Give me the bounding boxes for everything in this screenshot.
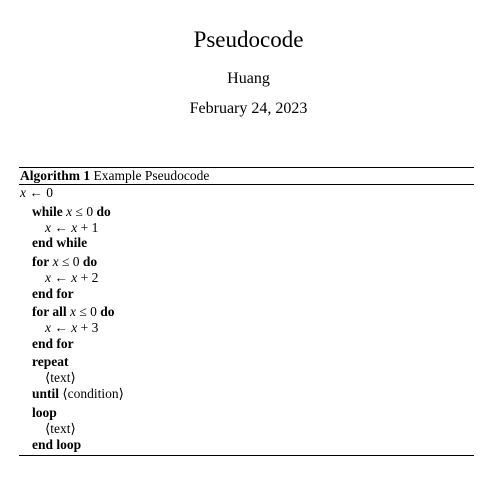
math-operator: + [80, 320, 89, 335]
keyword: repeat [32, 354, 69, 369]
keyword: loop [32, 405, 57, 420]
algorithm-line [32, 235, 87, 251]
algorithm-caption-rule [19, 184, 474, 185]
algorithm-line [20, 185, 53, 201]
algorithm-caption [20, 168, 209, 184]
algorithm-line [32, 286, 74, 302]
placeholder-text: ⟨condition⟩ [62, 386, 124, 401]
math-number: 2 [91, 270, 99, 285]
algorithm-line [32, 304, 115, 320]
keyword: for all [32, 304, 67, 319]
algorithm-caption-label: Algorithm 1 [20, 168, 91, 183]
math-variable: x [71, 320, 78, 335]
algorithm-line [45, 370, 76, 386]
keyword: end for [32, 286, 74, 301]
math-operator: + [80, 270, 89, 285]
math-variable: x [71, 220, 78, 235]
algorithm-bottom-rule [19, 455, 474, 456]
algorithm-line [45, 320, 98, 336]
algorithm-caption-text: Example Pseudocode [93, 168, 210, 183]
math-variable: x [70, 304, 76, 319]
algorithm-line [32, 254, 97, 270]
document-title: Pseudocode [193, 27, 304, 52]
math-number: 0 [46, 185, 53, 200]
math-operator: ← [29, 185, 43, 200]
algorithm-line [32, 437, 81, 453]
keyword: do [96, 204, 111, 219]
algorithm-line [32, 336, 74, 352]
math-variable: x [66, 204, 73, 219]
math-variable: x [45, 270, 51, 285]
keyword: do [100, 304, 115, 319]
math-operator: ≤ [75, 204, 83, 219]
math-number: 1 [91, 220, 99, 235]
keyword: end while [32, 235, 88, 250]
keyword: while [32, 204, 63, 219]
algorithm-line [32, 354, 69, 370]
math-variable: x [45, 320, 51, 335]
document-author: Huang [227, 70, 270, 87]
algorithm-line [45, 421, 76, 437]
math-operator: + [80, 220, 89, 235]
math-variable: x [71, 270, 78, 285]
placeholder-text: ⟨text⟩ [45, 370, 76, 385]
math-operator: ← [54, 270, 68, 285]
keyword: end loop [32, 437, 82, 452]
placeholder-text: ⟨text⟩ [45, 421, 76, 436]
algorithm-line [45, 270, 98, 286]
math-number: 0 [72, 254, 80, 269]
algorithm-line [32, 386, 124, 402]
math-variable: x [20, 185, 26, 200]
math-operator: ← [54, 220, 68, 235]
document-date: February 24, 2023 [189, 100, 308, 117]
math-operator: ≤ [62, 254, 70, 269]
algorithm-line [45, 220, 98, 236]
algorithm-line [32, 405, 57, 421]
math-number: 0 [86, 204, 94, 219]
keyword: end for [32, 336, 74, 351]
keyword: do [82, 254, 98, 269]
keyword: for [32, 254, 50, 269]
math-number: 3 [91, 320, 99, 335]
math-number: 0 [90, 304, 97, 319]
math-operator: ← [54, 320, 68, 335]
math-operator: ≤ [79, 304, 87, 319]
algorithm-line [32, 204, 111, 220]
keyword: until [32, 386, 60, 401]
math-variable: x [45, 220, 51, 235]
math-variable: x [52, 254, 59, 269]
